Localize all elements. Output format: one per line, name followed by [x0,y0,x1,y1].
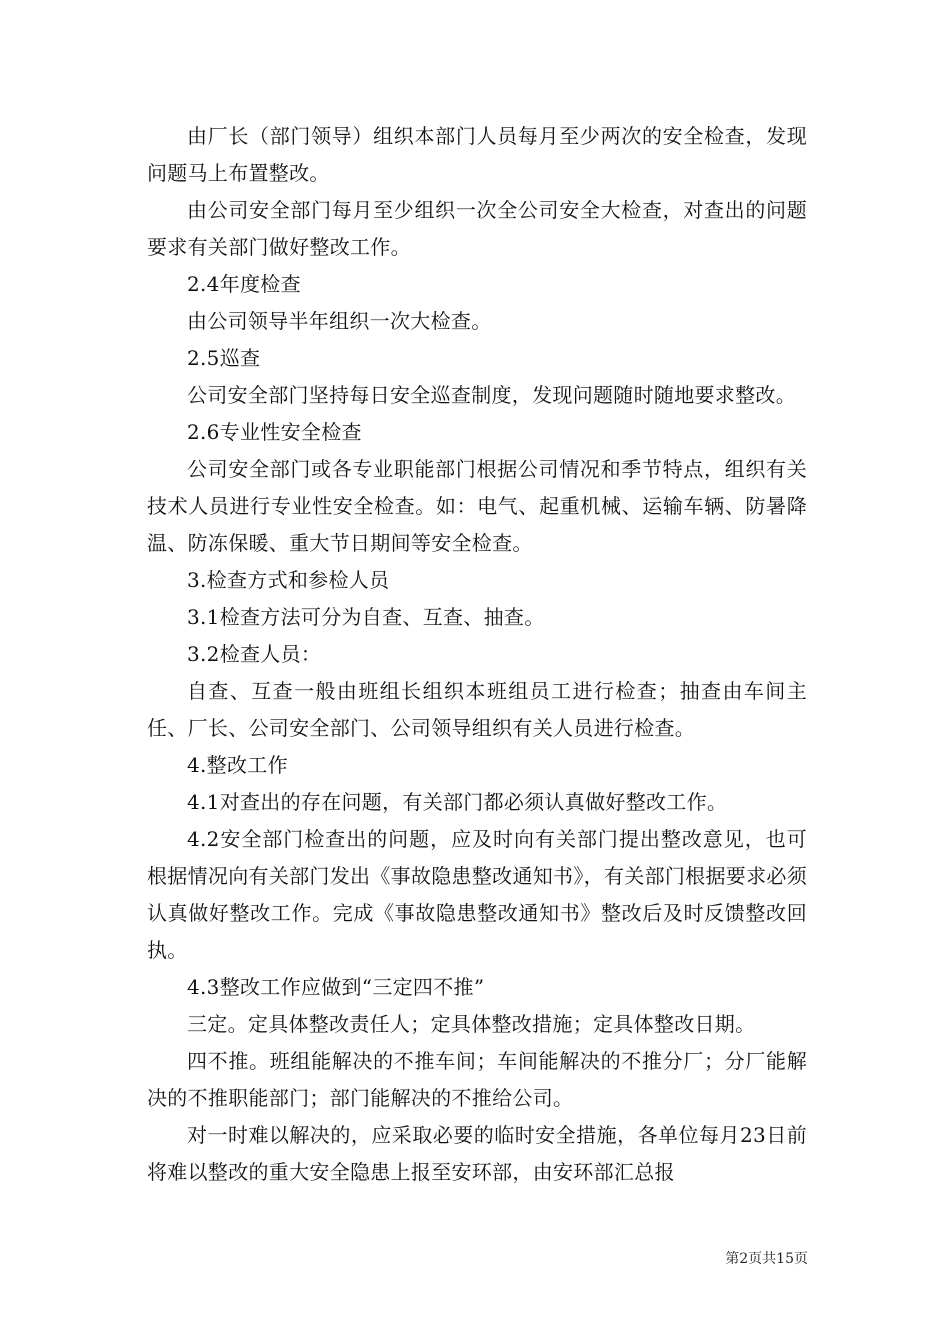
paragraph: 由公司安全部门每月至少组织一次全公司安全大检查，对查出的问题要求有关部门做好整改工作。 [147,198,807,259]
section-heading: 2.6专业性安全检查 [187,420,362,444]
paragraph: 公司安全部门坚持每日安全巡查制度，发现问题随时随地要求整改。 [187,383,796,407]
paragraph: 自查、互查一般由班组长组织本班组员工进行检查；抽查由车间主任、厂长、公司安全部门、公司领导组织有关人员进行检查。 [147,679,807,740]
document-body [147,118,807,1191]
page-number-footer: 第2页共15页 [725,1251,808,1267]
section-heading: 2.4年度检查 [187,272,301,296]
paragraph: 由公司领导半年组织一次大检查。 [187,309,492,333]
paragraph: 公司安全部门或各专业职能部门根据公司情况和季节特点，组织有关技术人员进行专业性安全检查。如：电气、起重机械、运输车辆、防暑降温、防冻保暖、重大节日期间等安全检查。 [147,457,807,555]
section-heading: 4.3整改工作应做到“三定四不推” [187,975,485,999]
section-heading: 2.5巡查 [187,346,261,370]
paragraph: 由厂长（部门领导）组织本部门人员每月至少两次的安全检查，发现问题马上布置整改。 [147,124,807,185]
section-heading: 3.1检查方法可分为自查、互查、抽查。 [187,605,545,629]
paragraph: 四不推。班组能解决的不推车间；车间能解决的不推分厂；分厂能解决的不推职能部门；部门能解决的不推给公司。 [147,1049,807,1110]
paragraph: 对一时难以解决的，应采取必要的临时安全措施，各单位每月23日前将难以整改的重大安全隐患上报至安环部，由安环部汇总报 [147,1123,807,1184]
section-heading: 4.整改工作 [187,753,288,777]
section-heading: 3.检查方式和参检人员 [187,568,390,592]
section-heading: 3.2检查人员： [187,642,322,666]
paragraph: 4.2安全部门检查出的问题，应及时向有关部门提出整改意见，也可根据情况向有关部门发出《事故隐患整改通知书》，有关部门根据要求必须认真做好整改工作。完成《事故隐患整改通知书》整改后及时反馈整改回执。 [147,827,807,962]
paragraph: 三定。定具体整改责任人；定具体整改措施；定具体整改日期。 [187,1012,756,1036]
section-heading: 4.1对查出的存在问题，有关部门都必须认真做好整改工作。 [187,790,728,814]
